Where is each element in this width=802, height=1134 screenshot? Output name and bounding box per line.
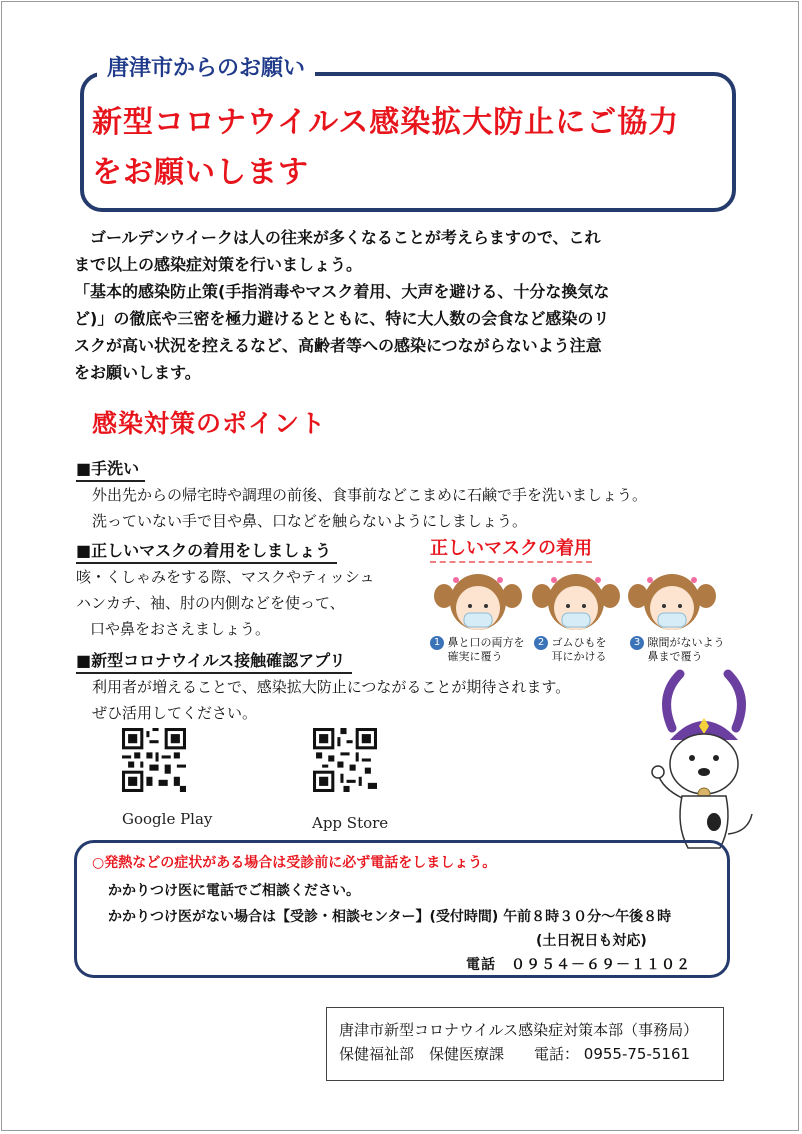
mask-step xyxy=(430,636,525,664)
contact-line: かかりつけ医がない場合は【受診・相談センター】(受付時間) 午前８時３０分～午後８時 xyxy=(108,909,672,925)
intro-line: ゴールデンウイークは人の往来が多くなることが考えらますので、これ xyxy=(90,228,601,247)
handwash-heading: ■手洗い xyxy=(76,458,145,482)
handwash-line: 外出先からの帰宅時や調理の前後、食事前などこまめに石鹸で手を洗いましょう。 xyxy=(92,486,648,504)
app-line: 利用者が増えることで、感染拡大防止につながることが期待されます。 xyxy=(92,678,571,696)
app-heading: ■新型コロナウイルス接触確認アプリ xyxy=(76,650,352,674)
app-line: ぜひ活用してください。 xyxy=(92,704,258,722)
app-store-label: App Store xyxy=(312,814,389,832)
mask-illustration-title: 正しいマスクの着用 xyxy=(430,534,592,563)
header-title-line1: 新型コロナウイルス感染拡大防止にご協力 xyxy=(92,105,680,140)
contact-phone[interactable]: 電話 ０９５４－６９－１１０２ xyxy=(466,957,691,973)
mask-illustration xyxy=(416,534,728,674)
mask-line: ハンカチ、袖、肘の内側などを使って、 xyxy=(76,594,345,612)
intro-line: まで以上の感染症対策を行いましょう。 xyxy=(74,255,363,274)
mask-line: 咳・くしゃみをする際、マスクやティッシュ xyxy=(76,568,375,586)
intro-line: ど)」の徹底や三密を極力避けるとともに、特に大人数の会食など感染のリ xyxy=(74,309,610,328)
google-play-qr-code[interactable] xyxy=(122,728,186,792)
intro-line: をお願いします。 xyxy=(74,363,201,382)
header-title xyxy=(92,98,732,198)
mask-line: 口や鼻をおさえましょう。 xyxy=(90,620,271,638)
app-body xyxy=(92,674,570,726)
intro-line: スクが高い状況を控えるなど、高齢者等への感染につながらないよう注意 xyxy=(74,336,602,355)
step-number: 1 xyxy=(430,636,444,650)
contact-line: かかりつけ医に電話でご相談ください。 xyxy=(108,883,360,899)
google-play-label: Google Play xyxy=(122,810,213,828)
office-name: 唐津市新型コロナウイルス感染症対策本部（事務局） xyxy=(339,1021,699,1039)
mask-step xyxy=(630,636,725,664)
app-store-qr-code[interactable] xyxy=(313,728,377,792)
step-text: 隙間がないよう xyxy=(647,636,725,649)
mask-body xyxy=(76,564,375,642)
header-tag: 唐津市からのお願い xyxy=(97,52,315,86)
step-number: 2 xyxy=(534,636,548,650)
step-text: 耳にかける xyxy=(551,650,607,663)
handwash-line: 洗っていない手で目や鼻、口などを触らないようにしましょう。 xyxy=(92,512,528,530)
office-info-box xyxy=(326,1007,724,1081)
contact-warning: ○発熱などの症状がある場合は受診前に必ず電話をしましょう。 xyxy=(92,855,497,871)
step-text: ゴムひもを xyxy=(551,636,607,649)
handwash-body xyxy=(92,482,647,534)
step-text: 鼻まで覆う xyxy=(647,650,703,663)
mask-heading: ■正しいマスクの着用をしましょう xyxy=(76,540,337,564)
mascot-illustration xyxy=(648,666,760,856)
step-number: 3 xyxy=(630,636,644,650)
intro-paragraph xyxy=(74,224,724,386)
office-department-phone: 保健福祉部 保健医療課 電話： 0955-75-5161 xyxy=(339,1045,691,1063)
header-title-line2: をお願いします xyxy=(92,155,309,190)
contact-hours-note: (土日祝日も対応) xyxy=(536,933,647,949)
intro-line: 「基本的感染防止策(手指消毒やマスク着用、大声を避ける、十分な換気な xyxy=(74,282,610,301)
mask-step xyxy=(534,636,607,664)
points-heading: 感染対策のポイント xyxy=(92,409,327,438)
step-text: 確実に覆う xyxy=(447,650,503,663)
step-text: 鼻と口の両方を xyxy=(447,636,525,649)
